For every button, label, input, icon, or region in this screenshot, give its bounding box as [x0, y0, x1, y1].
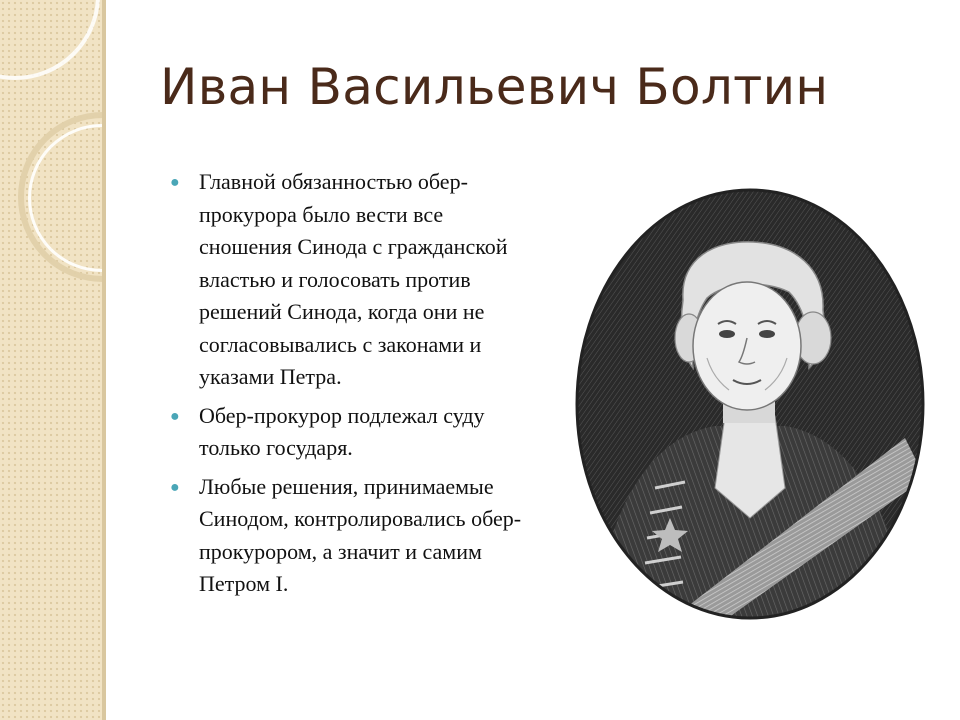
decorative-circle: [0, 0, 100, 80]
bullet-text: Обер-прокурор подлежал суду только государя.: [199, 402, 485, 460]
bullet-text: Любые решения, принимаемые Синодом, контролировались обер-прокурором, а значит и самим Петром I.: [199, 473, 522, 596]
bullet-text: Главной обязанностью обер-прокурора было вести все сношения Синода с гражданской властью и голосовать против решений Синода, когда они не согласовывались с законами и указами Петра.: [199, 169, 508, 389]
bullet-dot-icon: ●: [170, 407, 180, 425]
bullet-list: [168, 166, 528, 607]
portrait-image: [575, 188, 925, 620]
slide-title: Иван Васильевич Болтин: [160, 58, 829, 116]
bullet-item: [168, 166, 528, 394]
bullet-item: [168, 400, 528, 465]
bullet-item: [168, 471, 528, 601]
bullet-dot-icon: ●: [170, 174, 180, 191]
bullet-dot-icon: ●: [170, 478, 180, 496]
decorative-side-band: [0, 0, 106, 720]
